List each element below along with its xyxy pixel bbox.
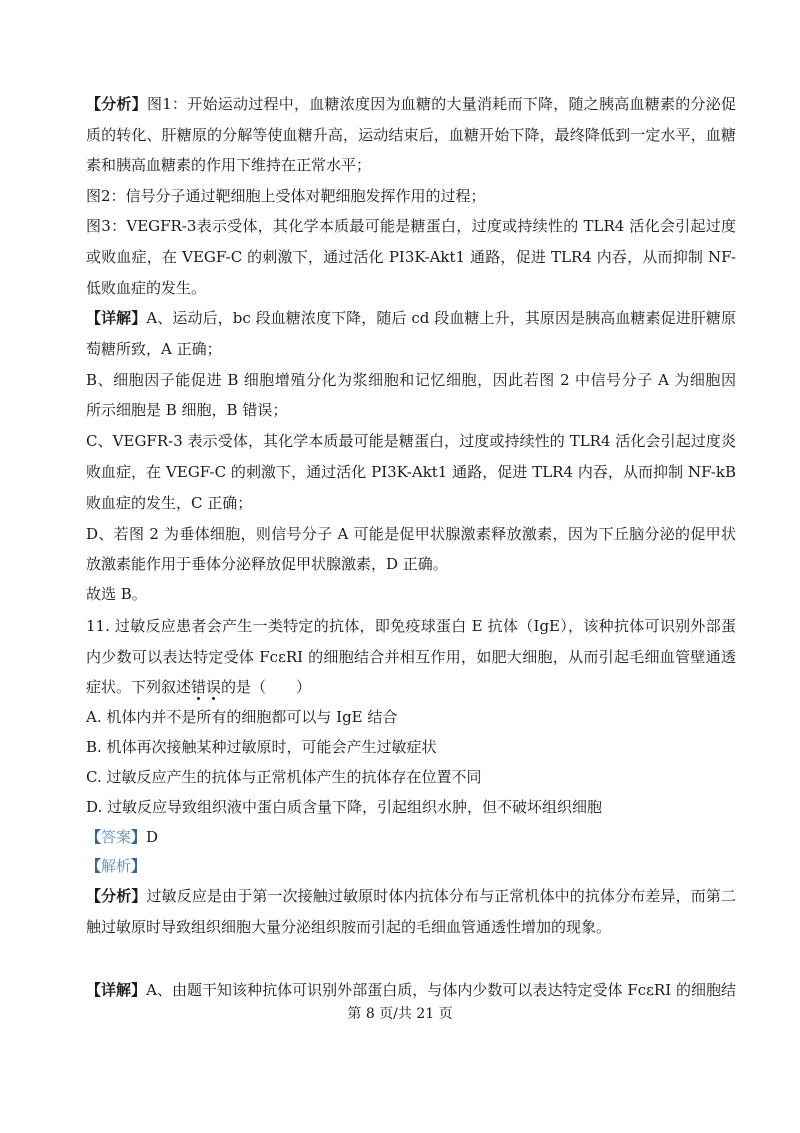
analysis2-line: 触过敏原时导致组织细胞大量分泌组织胺而引起的毛细血管通透性增加的现象。 xyxy=(86,918,612,936)
question-stem-line: 内少数可以表达特定受体 FcεRI 的细胞结合并相互作用，如肥大细胞，从而引起毛细血管壁通透 xyxy=(86,648,736,666)
analysis1-line: 或败血症，在 VEGF-C 的刺激下，通过活化 PI3K-Akt1 通路，促进 TLR4 内吞，从而抑制 NF- xyxy=(86,248,736,266)
detail1-line: D、若图 2 为垂体细胞，则信号分子 A 可能是促甲状腺激素释放激素，因为下丘脑分泌的促甲状 xyxy=(86,525,736,543)
detail1-line: 故选 B。 xyxy=(86,585,147,603)
detail1-line: 所示细胞是 B 细胞，B 错误； xyxy=(86,401,288,419)
analysis1-line: 质的转化、肝糖原的分解等使血糖升高，运动结束后，血糖开始下降，最终降低到一定水平，血糖 xyxy=(86,126,736,144)
analysis1-line: 图3：VEGFR-3表示受体，其化学本质最可能是糖蛋白，过度或持续性的 TLR4 活化会引起过度 xyxy=(86,217,736,235)
detail1-line: 放激素能作用于垂体分泌释放促甲状腺激素，D 正确。 xyxy=(86,555,448,573)
question-stem-line: 11. 过敏反应患者会产生一类特定的抗体，即免疫球蛋白 E 抗体（IgE），该种抗体可识别外部蛋 xyxy=(86,617,736,635)
detail1-line: B、细胞因子能促进 B 细胞增殖分化为浆细胞和记忆细胞，因此若图 2 中信号分子 A 为细胞因 xyxy=(86,371,736,389)
analysis2-line: 【分析】过敏反应是由于第一次接触过敏原时体内抗体分布与正常机体中的抗体分布差异，而第二 xyxy=(86,887,736,905)
question-stem-line: 症状。下列叙述错误的是（ ） xyxy=(86,678,312,696)
detail1-line: 萄糖所致，A 正确； xyxy=(86,340,222,358)
emphasis-char: 误 xyxy=(206,678,222,696)
analysis1-line: 图2：信号分子通过靶细胞上受体对靶细胞发挥作用的过程； xyxy=(86,187,486,205)
detail1-line: 败血症的发生，C 正确； xyxy=(86,494,253,512)
analysis1-line: 【分析】图1：开始运动过程中，血糖浓度因为血糖的大量消耗而下降，随之胰高血糖素的分泌促 xyxy=(86,95,736,113)
detail1-line: C、VEGFR-3 表示受体，其化学本质最可能是糖蛋白，过度或持续性的 TLR4 活化会引起过度炎 xyxy=(86,432,736,450)
analysis1-line: 素和胰高血糖素的作用下维持在正常水平； xyxy=(86,156,372,174)
answer-line: 【答案】D xyxy=(86,828,159,846)
detail1-line: 败血症，在 VEGF-C 的刺激下，通过活化 PI3K-Akt1 通路，促进 TLR4 内吞，从而抑制 NF-kB xyxy=(86,463,736,481)
emphasis-char: 错 xyxy=(191,678,207,696)
analysis1-line: 低败血症的发生。 xyxy=(86,279,207,297)
explanation-heading: 【解析】 xyxy=(86,857,147,875)
option-b: B. 机体再次接触某种过敏原时，可能会产生过敏症状 xyxy=(86,738,437,756)
option-c: C. 过敏反应产生的抗体与正常机体产生的抗体存在位置不同 xyxy=(86,768,482,786)
detail1-line: 【详解】A、运动后，bc 段血糖浓度下降，随后 cd 段血糖上升，其原因是胰高血糖素促进肝糖原 xyxy=(86,309,736,327)
option-a: A. 机体内并不是所有的细胞都可以与 IgE 结合 xyxy=(86,708,398,726)
option-d: D. 过敏反应导致组织液中蛋白质含量下降，引起组织水肿，但不破坏组织细胞 xyxy=(86,798,603,816)
page-number: 第 8 页/共 21 页 xyxy=(347,1006,453,1022)
detail2-line: 【详解】A、由题干知该种抗体可识别外部蛋白质，与体内少数可以表达特定受体 FcεRI 的细胞结 xyxy=(86,981,736,999)
